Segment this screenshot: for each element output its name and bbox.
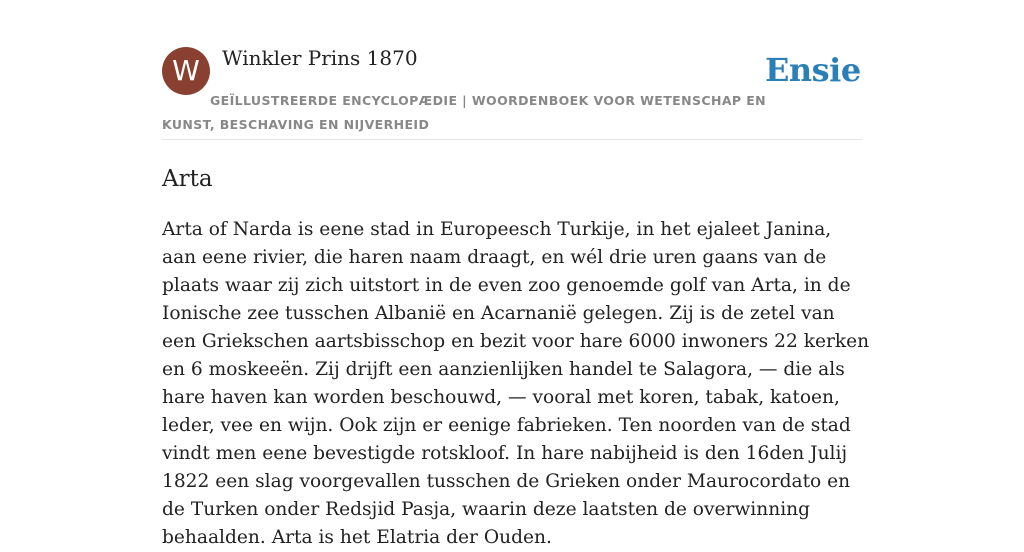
entry-body: Arta of Narda is eene stad in Europeesch Turkije, in het ejaleet Janina, aan eene rivier, die haren naam draagt, en wél drie uren gaans van de plaats waar zij zich uitstort in de even zoo genoemde golf van Arta, in de Ionische zee tusschen Albanië en Acarnanië gelegen. Zij is de zetel van een Griekschen aartsbisschop en bezit voor hare 6000 inwoners 22 kerken en 6 moskeeën. Zij drijft een aanzienlijken handel te Salagora, — die als hare haven kan worden beschouwd, — vooral met koren, tabak, katoen, leder, vee en wijn. Ook zijn er eenige fabrieken. Ten noorden van de stad vindt men eene bevestigde rotskloof. In hare nabijheid is den 16den Julij 1822 een slag voorgevallen tusschen de Grieken onder Maurocordato en de Turken onder Redsjid Pasja, waarin deze laatsten de overwinning behaalden. Arta is het Elatria der Ouden.: [162, 219, 870, 548]
entry-title: Arta: [162, 166, 213, 192]
source-subtitle: GEÏLLUSTREERDE ENCYCLOPÆDIE | WOORDENBOEK VOOR WETENSCHAP EN KUNST, BESCHAVING EN NIJVERHEID: [162, 93, 767, 132]
source-avatar[interactable]: W: [162, 47, 210, 95]
source-title[interactable]: Winkler Prins 1870: [222, 46, 418, 70]
header-divider: [162, 139, 862, 140]
ensie-logo[interactable]: Ensie: [765, 51, 861, 89]
